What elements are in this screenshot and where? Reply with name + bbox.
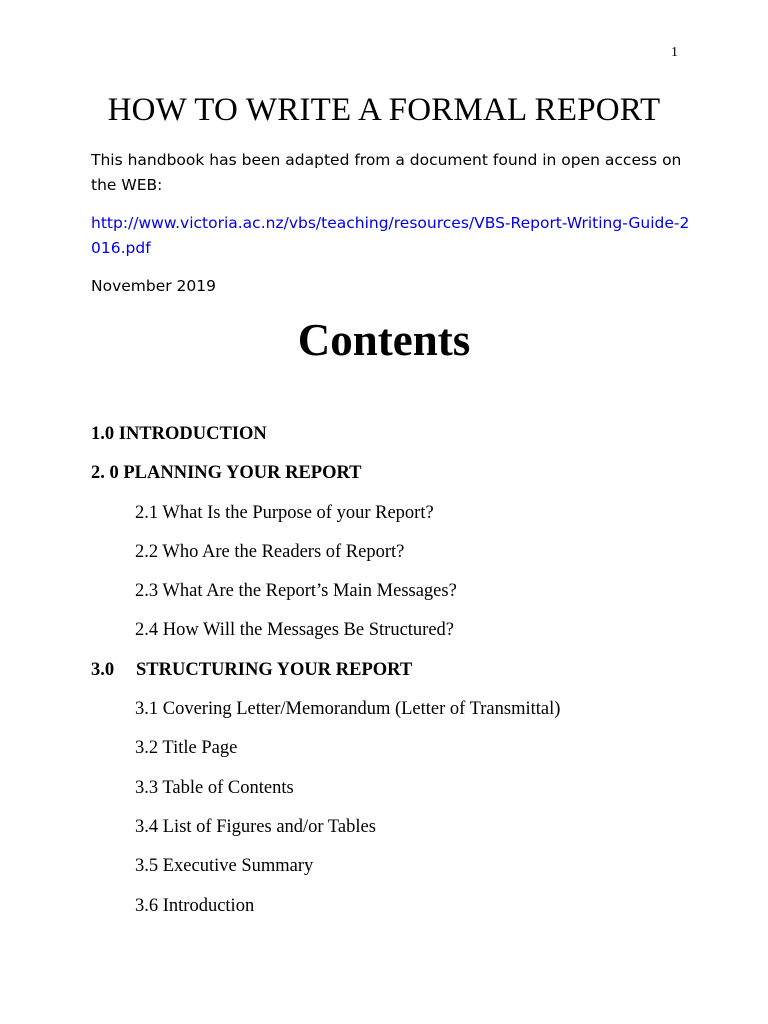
toc-section-number: 3.0 <box>91 659 115 680</box>
toc-item-title-page[interactable]: 3.2 Title Page <box>135 738 238 759</box>
page-number: 1 <box>671 45 678 60</box>
toc-section-planning[interactable]: 2. 0 PLANNING YOUR REPORT <box>91 463 362 484</box>
document-date: November 2019 <box>91 277 217 295</box>
toc-section-label: STRUCTURING YOUR REPORT <box>136 659 413 680</box>
intro-paragraph: This handbook has been adapted from a document found in open access on the WEB: <box>91 151 682 194</box>
toc-item-purpose[interactable]: 2.1 What Is the Purpose of your Report? <box>135 502 434 523</box>
source-link[interactable]: http://www.victoria.ac.nz/vbs/teaching/resources/VBS-Report-Writing-Guide-2016.pdf <box>91 214 690 257</box>
document-title: HOW TO WRITE A FORMAL REPORT <box>107 92 661 128</box>
toc-section-structuring[interactable] <box>91 656 711 695</box>
toc-item-table-of-contents[interactable]: 3.3 Table of Contents <box>135 777 294 798</box>
table-of-contents <box>91 420 711 931</box>
toc-item-structure[interactable]: 2.4 How Will the Messages Be Structured? <box>135 620 455 641</box>
toc-item-introduction[interactable]: 3.6 Introduction <box>135 895 255 916</box>
toc-item-readers[interactable]: 2.2 Who Are the Readers of Report? <box>135 541 405 562</box>
toc-item-list-of-figures[interactable]: 3.4 List of Figures and/or Tables <box>135 816 376 837</box>
toc-item-covering-letter[interactable]: 3.1 Covering Letter/Memorandum (Letter of Transmittal) <box>135 699 561 720</box>
toc-item-executive-summary[interactable]: 3.5 Executive Summary <box>135 856 314 877</box>
toc-item-main-messages[interactable]: 2.3 What Are the Report’s Main Messages? <box>135 581 457 602</box>
contents-heading: Contents <box>297 315 471 365</box>
toc-section-introduction[interactable]: 1.0 INTRODUCTION <box>91 424 267 444</box>
